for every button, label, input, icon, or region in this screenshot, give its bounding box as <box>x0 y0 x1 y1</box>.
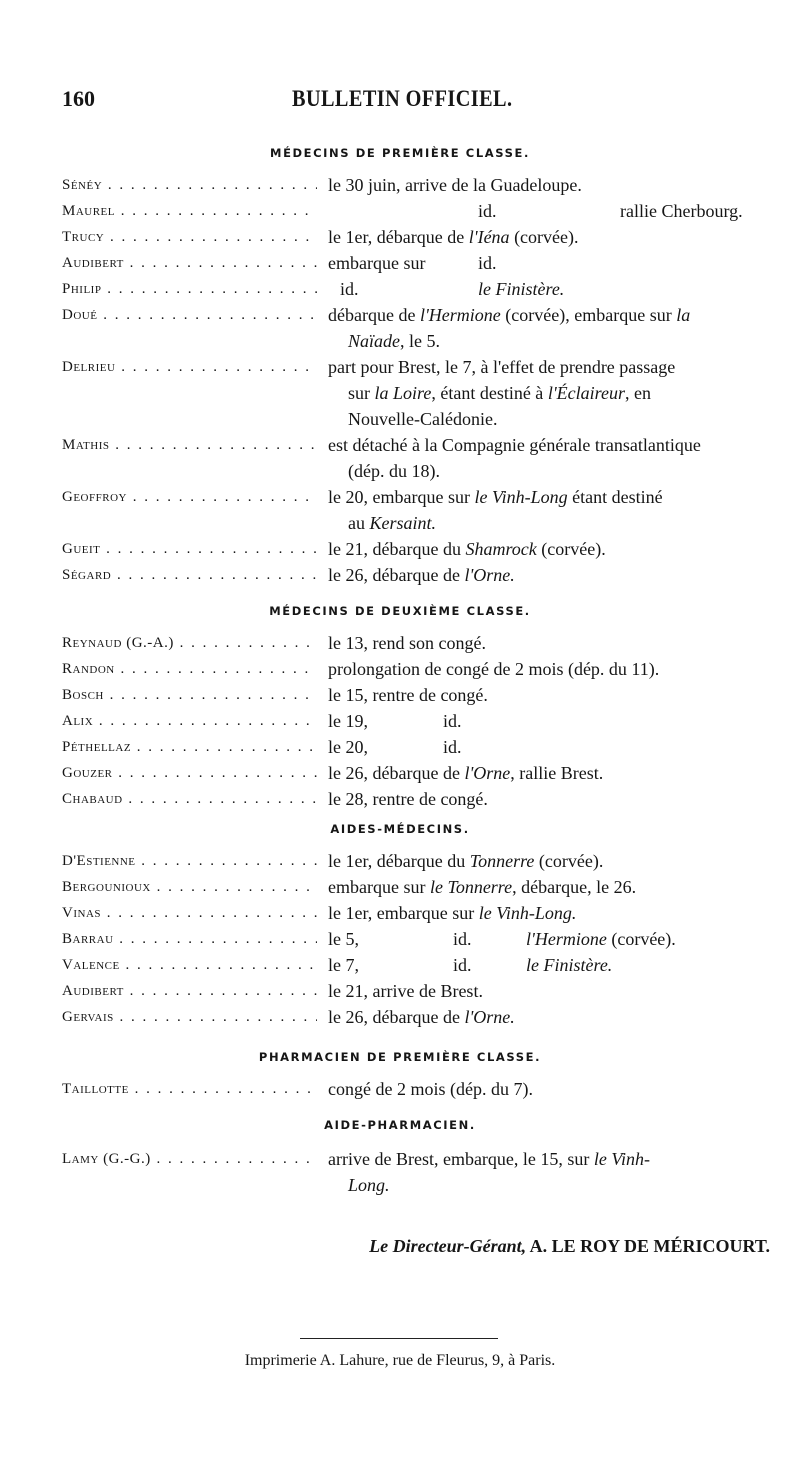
section-title-medecins-deuxieme-classe: MÉDECINS DE DEUXIÈME CLASSE. <box>269 604 531 618</box>
entry-name: Doué . . . <box>62 302 317 328</box>
entry-id: id. <box>478 201 497 221</box>
entry-name: D'Estienne . . . <box>62 848 317 874</box>
text-part: étant destiné <box>567 487 663 507</box>
entry-text <box>328 484 788 536</box>
text-part: , rallie Brest. <box>510 763 604 783</box>
entry-line <box>328 848 788 874</box>
entry-line <box>328 302 788 328</box>
entry-name: Barrau . . . <box>62 926 317 952</box>
entry-name: Ségard . . . <box>62 562 317 588</box>
text-part: le 7, <box>328 955 359 975</box>
signature <box>0 1236 770 1257</box>
section-title-medecins-premiere-classe: MÉDECINS DE PREMIÈRE CLASSE. <box>270 146 530 160</box>
entry-text <box>328 302 788 354</box>
entry-name: Audibert . . . <box>62 978 317 1004</box>
entry-name: Philip . . . <box>62 276 317 302</box>
entry-text <box>328 656 788 682</box>
entry-name: Reynaud (G.-A.) . . . <box>62 630 317 656</box>
entry-line: le 15, rentre de congé. <box>328 685 488 705</box>
text-part: , le 5. <box>400 331 440 351</box>
entry-text <box>328 926 788 952</box>
entry-line <box>328 198 788 224</box>
entry-text <box>328 734 788 760</box>
ship-name: le Vinh- <box>593 1149 651 1169</box>
signature-name: A. LE ROY DE MÉRICOURT. <box>529 1236 770 1256</box>
divider-rule <box>300 1338 498 1339</box>
entry-line: le 13, rend son congé. <box>328 633 486 653</box>
entry-id: id. <box>443 711 462 731</box>
entry-name: Gouzer . . . <box>62 760 317 786</box>
entry-id: id. <box>443 737 462 757</box>
entry-line <box>328 1146 788 1172</box>
entry-line: congé de 2 mois (dép. du 7). <box>328 1079 533 1099</box>
entry-name: Audibert . . . <box>62 250 317 276</box>
text-part: le 21, débarque du <box>328 539 466 559</box>
text-part: le 26, débarque de <box>328 763 465 783</box>
entry-text <box>328 978 788 1004</box>
text-part: arrive de Brest, embarque, le 15, sur <box>328 1149 594 1169</box>
entry-name: Geoffroy . . . <box>62 484 317 510</box>
ship-name: Long. <box>348 1175 390 1195</box>
entry-name: Vinas . . . <box>62 900 317 926</box>
entry-line <box>328 276 788 302</box>
ship-name: l'Orne. <box>464 1007 515 1027</box>
ship-name: le Tonnerre <box>429 877 513 897</box>
entry-text <box>328 786 788 812</box>
entry-name: Bergounioux . . . <box>62 874 317 900</box>
text-part: le 5, <box>328 929 359 949</box>
ship-name: l'Iéna <box>468 227 510 247</box>
entry-line <box>328 900 788 926</box>
entry-name: Gervais . . . <box>62 1004 317 1030</box>
text-part: (corvée). <box>534 851 604 871</box>
entry-line <box>328 562 788 588</box>
entry-line <box>328 1004 788 1030</box>
running-head <box>62 86 738 116</box>
entry-name: Lamy (G.-G.) . . . <box>62 1146 317 1172</box>
ship-name: le Finistère. <box>526 955 613 975</box>
entry-line <box>328 734 788 760</box>
entry-text <box>328 354 788 432</box>
ship-name: la Loire <box>374 383 432 403</box>
entry-text <box>328 224 788 250</box>
entry-text <box>328 682 788 708</box>
ship-name: Shamrock <box>465 539 537 559</box>
text-part: embarque sur <box>328 253 426 273</box>
entry-text <box>328 874 788 900</box>
entry-line: part pour Brest, le 7, à l'effet de prendre passage <box>328 357 676 377</box>
text-part: (corvée). <box>606 929 676 949</box>
entry-line <box>328 536 788 562</box>
entry-line: le 30 juin, arrive de la Guadeloupe. <box>328 175 582 195</box>
entry-name: Bosch . . . <box>62 682 317 708</box>
text-part: sur <box>348 383 375 403</box>
printer-imprint: Imprimerie A. Lahure, rue de Fleurus, 9, à Paris. <box>244 1352 556 1369</box>
text-part: le 19, <box>328 711 368 731</box>
ship-name: Tonnerre <box>469 851 535 871</box>
entry-line <box>328 328 788 354</box>
entry-line <box>328 380 788 406</box>
entry-name: Delrieu . . . <box>62 354 317 380</box>
header-title: BULLETIN OFFICIEL. <box>292 86 513 111</box>
entry-line: Nouvelle-Calédonie. <box>348 409 498 429</box>
signature-role: Le Directeur-Gérant, <box>369 1236 527 1256</box>
entry-name: Valence . . . <box>62 952 317 978</box>
ship-name: l'Éclaireur <box>547 383 625 403</box>
ship-name: le Finistère. <box>478 279 565 299</box>
ship-name: Naïade <box>348 331 400 351</box>
ship-name: le Vinh-Long <box>474 487 568 507</box>
entry-text <box>328 536 788 562</box>
entry-id: id. <box>478 253 497 273</box>
entry-line <box>328 510 788 536</box>
entry-name: Alix . . . <box>62 708 317 734</box>
entry-line <box>328 926 788 952</box>
text-part: (corvée). <box>536 539 606 559</box>
entry-line <box>328 952 788 978</box>
entry-text <box>328 900 788 926</box>
text-part: , en <box>624 383 651 403</box>
entry-name: Trucy . . . <box>62 224 317 250</box>
text-part: le 1er, débarque de <box>328 227 469 247</box>
text-part: , étant destiné à <box>431 383 548 403</box>
entry-line <box>328 874 788 900</box>
entry-line: le 21, arrive de Brest. <box>328 981 483 1001</box>
section-title-aides-medecins: AIDES-MÉDECINS. <box>330 822 470 836</box>
text-part: , débarque, le 26. <box>512 877 637 897</box>
entry-id: id. <box>453 955 472 975</box>
entry-text <box>328 198 788 224</box>
entry-name: Taillotte . . . <box>62 1076 317 1102</box>
page-number: 160 <box>62 86 95 111</box>
entry-line: (dép. du 18). <box>348 461 440 481</box>
entry-text <box>328 1146 788 1198</box>
ship-name: l'Orne. <box>464 565 515 585</box>
entry-name: Mathis . . . <box>62 432 317 458</box>
ship-name: la <box>676 305 691 325</box>
entry-line: est détaché à la Compagnie générale transatlantique <box>328 435 701 455</box>
entry-text <box>328 952 788 978</box>
text-part: embarque sur <box>328 877 430 897</box>
text-part: débarque de <box>328 305 420 325</box>
entry-name: Chabaud . . . <box>62 786 317 812</box>
entry-line <box>328 224 788 250</box>
entry-text <box>328 760 788 786</box>
entry-id: id. <box>340 279 359 299</box>
entry-line <box>328 250 788 276</box>
entry-line: le 28, rentre de congé. <box>328 789 488 809</box>
text-part: (corvée). <box>509 227 579 247</box>
entry-extra: rallie Cherbourg. <box>620 201 743 221</box>
entry-text <box>328 630 788 656</box>
ship-name: Kersaint. <box>369 513 437 533</box>
entry-text <box>328 1004 788 1030</box>
entry-line <box>328 484 788 510</box>
entry-name: Péthellaz . . . <box>62 734 317 760</box>
entry-name: Randon . . . <box>62 656 317 682</box>
entry-line: prolongation de congé de 2 mois (dép. du 11). <box>328 659 660 679</box>
entry-name: Maurel . . . <box>62 198 317 224</box>
entry-text <box>328 172 788 198</box>
entry-line <box>328 760 788 786</box>
ship-name: le Vinh-Long. <box>478 903 577 923</box>
text-part: au <box>348 513 370 533</box>
entry-text <box>328 432 788 484</box>
text-part: le 20, embarque sur <box>328 487 475 507</box>
entry-id: id. <box>453 929 472 949</box>
entry-text <box>328 708 788 734</box>
text-part: le 26, débarque de <box>328 565 465 585</box>
text-part: le 20, <box>328 737 368 757</box>
entry-name: Gueit . . . <box>62 536 317 562</box>
text-part: le 1er, débarque du <box>328 851 470 871</box>
entry-name: Sénéy . . . <box>62 172 317 198</box>
text-part: (corvée), embarque sur <box>500 305 677 325</box>
section-title-pharmacien-premiere-classe: PHARMACIEN DE PREMIÈRE CLASSE. <box>258 1050 542 1064</box>
text-part: le 26, débarque de <box>328 1007 465 1027</box>
entry-line <box>328 708 788 734</box>
ship-name: l'Orne <box>464 763 511 783</box>
text-part: le 1er, embarque sur <box>328 903 479 923</box>
entry-text <box>328 562 788 588</box>
entry-text <box>328 276 788 302</box>
entry-text <box>328 848 788 874</box>
ship-name: l'Hermione <box>526 929 607 949</box>
entry-text <box>328 250 788 276</box>
section-title-aide-pharmacien: AIDE-PHARMACIEN. <box>324 1118 476 1132</box>
entry-text <box>328 1076 788 1102</box>
ship-name: l'Hermione <box>419 305 501 325</box>
